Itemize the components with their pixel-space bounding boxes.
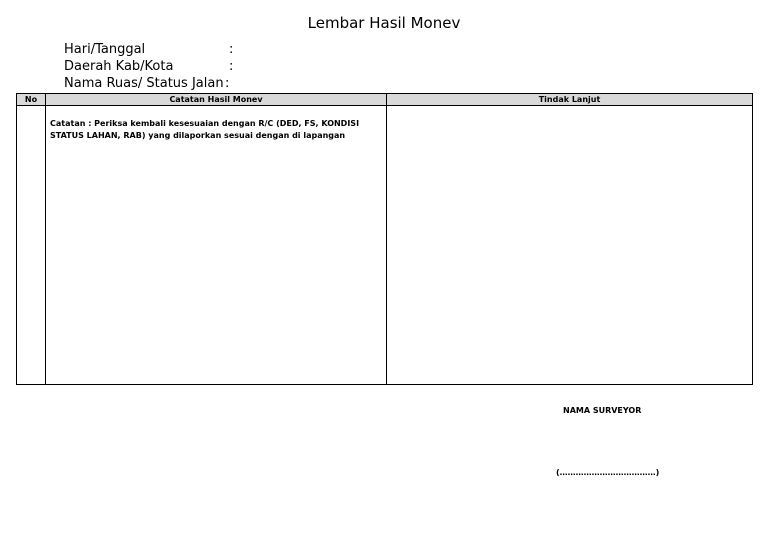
field-date-colon: : (229, 42, 234, 57)
surveyor-name-label: NAMA SURVEYOR (563, 406, 642, 415)
field-road-label: Nama Ruas/ Status Jalan (64, 76, 224, 91)
monev-table (16, 93, 753, 385)
document-title: Lembar Hasil Monev (307, 14, 461, 32)
notes-cell-text: Catatan : Periksa kembali kesesuaian dengan R/C (DED, FS, KONDISI STATUS LAHAN, RAB) yang dilaporkan sesuai dengan di lapangan (50, 119, 360, 140)
field-road-colon: : (225, 76, 230, 91)
signature-placeholder: (………………………………) (556, 468, 660, 477)
field-region-label: Daerah Kab/Kota (64, 59, 174, 74)
field-region-colon: : (229, 59, 234, 74)
column-divider-2 (386, 94, 387, 384)
header-followup: Tindak Lanjut (538, 95, 601, 104)
column-divider-1 (45, 94, 46, 384)
field-date-label: Hari/Tanggal (64, 42, 146, 57)
header-no: No (24, 95, 38, 104)
header-notes: Catatan Hasil Monev (169, 95, 263, 104)
